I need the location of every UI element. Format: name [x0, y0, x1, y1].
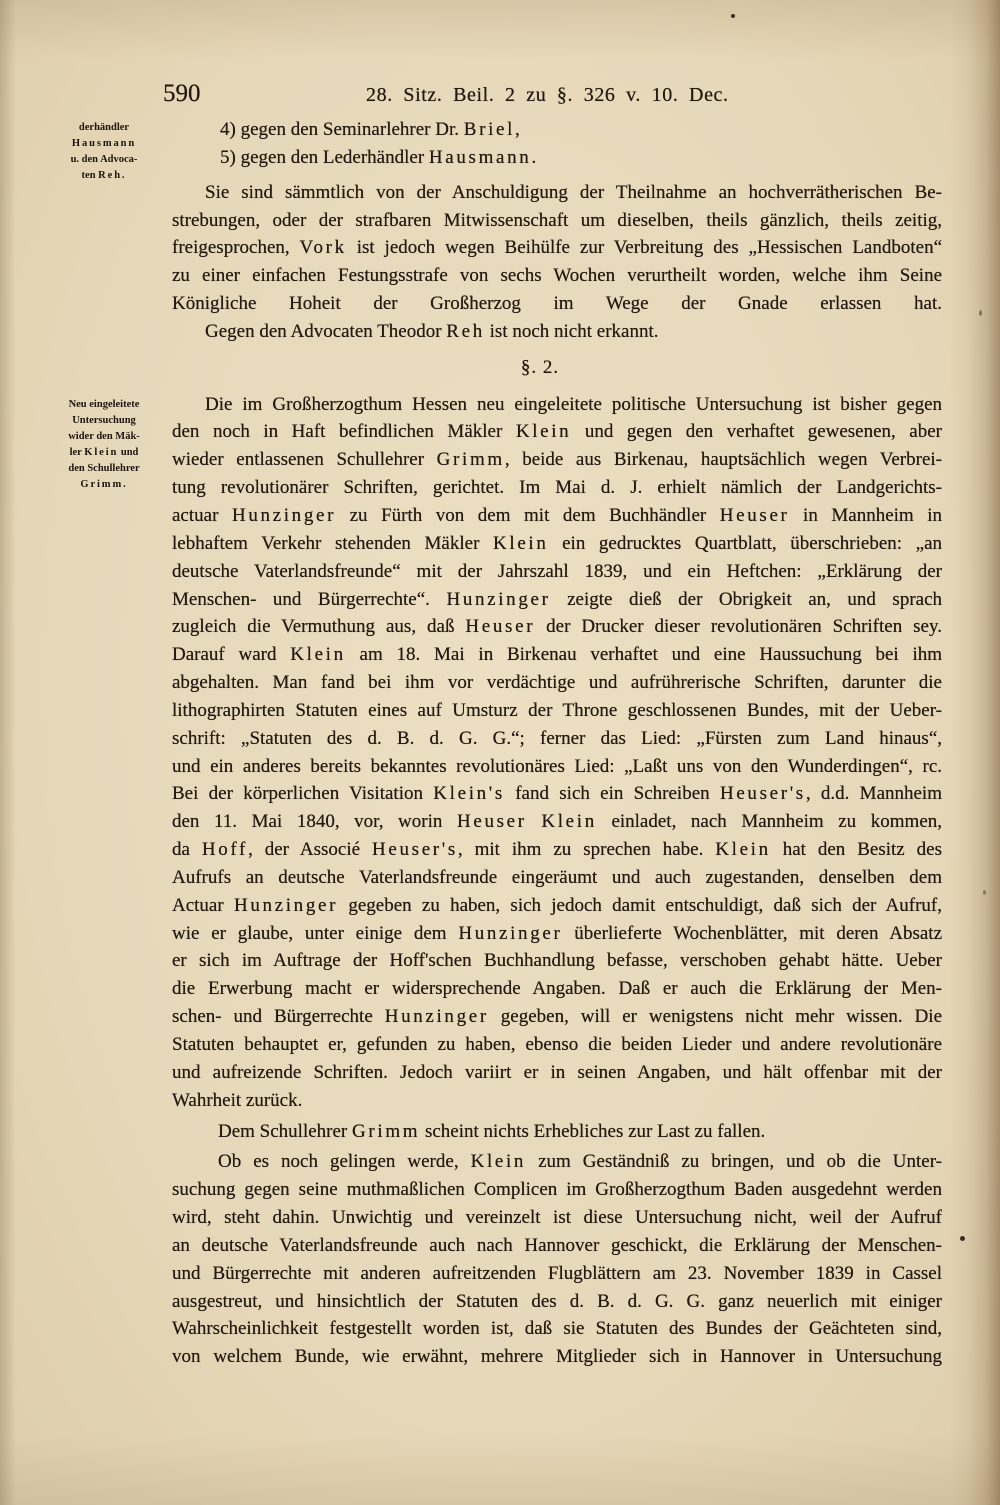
text-segment: überlieferte Wochenblätter, mit deren Absatz [562, 922, 943, 944]
text-line: Statuten behauptet er, gefunden zu haben, ebenso die beiden Lieder und andere revolutionäre [172, 1034, 942, 1055]
spaced-name: Hunzinger [384, 1006, 489, 1028]
spaced-name: Grimm. [80, 479, 128, 490]
spaced-name: Heuser [719, 504, 790, 526]
text-line: Wahrscheinlichkeit festgestellt worden ist, daß sie Statuten des Bundes der Geächteten sind, [172, 1318, 942, 1340]
margin-note-line [55, 136, 153, 152]
text-line [172, 116, 942, 144]
spaced-name: Hunzinger [233, 894, 339, 916]
text-segment: da [172, 839, 202, 861]
margin-note-line: den Schullehrer [68, 463, 140, 474]
text-line: Königliche Hoheit der Großherzog im Wege der Gnade erlassen hat. [172, 293, 942, 315]
text-segment: Dem Schullehrer [218, 1120, 353, 1142]
text-line: Die im Großherzogthum Hessen neu eingeleitete politische Untersuchung ist bisher gegen [205, 393, 942, 415]
text-line: abgehalten. Man fand bei ihm vor verdächtige und aufrührerische Schriften, darunter die [172, 672, 942, 694]
margin-note [55, 120, 153, 184]
text-line [172, 502, 942, 530]
spaced-name: Klein [290, 644, 346, 666]
text-line: die Erwerbung macht er widersprechende Angaben. Daß er auch die Erklärung der Men- [172, 978, 942, 1000]
text-segment: scheint nichts Erhebliches zur Last zu fallen. [420, 1120, 766, 1142]
text-line [172, 1003, 942, 1031]
text-line: er sich im Auftrage der Hoff'schen Buchhandlung befasse, verschoben gehabt hätte. Ueber [172, 950, 942, 972]
running-title: 28. Sitz. Beil. 2 zu §. 326 v. 10. Dec. [366, 84, 729, 106]
text-segment: zum Geständniß zu bringen, und ob die Unter- [526, 1151, 942, 1173]
text-line [172, 418, 942, 446]
spaced-name: Klein [515, 421, 572, 443]
text-segment: lebhaftem Verkehr stehenden Mäkler [172, 532, 493, 554]
text-segment: ist noch nicht erkannt. [484, 320, 659, 342]
text-segment: und gegen den verhaftet gewesenen, aber [571, 421, 942, 443]
spaced-name: Hunzinger [231, 504, 337, 526]
text-line [172, 1118, 942, 1146]
spaced-name: Briel [463, 119, 516, 140]
text-segment: gegeben, will er wenigstens nicht mehr wissen. Die [488, 1006, 942, 1028]
spaced-name: Klein [541, 811, 597, 833]
text-segment: 4) gegen den Seminarlehrer Dr. [220, 119, 464, 140]
spaced-name: Grimm [436, 449, 505, 471]
paragraph [172, 179, 942, 318]
text-line [172, 586, 942, 614]
text-segment: 5) gegen den Lederhändler [220, 146, 429, 168]
body-text [172, 116, 942, 1371]
text-line: Aufrufs an deutsche Vaterlandsfreunde eingeräumt und auch zugestanden, denselben dem [172, 866, 942, 888]
text-line: Wahrheit zurück. [172, 1089, 303, 1111]
ink-speck [731, 14, 735, 18]
text-segment: zeigte dieß der Obrigkeit an, und sprach [550, 588, 943, 610]
margin-note-line [55, 477, 153, 493]
text-line: wird, steht dahin. Unwichtig und vereinzelt ist diese Untersuchung nicht, weil der Aufruf [172, 1207, 942, 1229]
text-line: zu einer einfachen Festungsstrafe von sechs Wochen verurtheilt worden, welche ihm Seine [172, 265, 942, 287]
text-segment: am 18. Mai in Birkenau verhaftet und eine Haussuchung bei ihm [345, 644, 942, 666]
margin-note-line: u. den Advoca- [70, 154, 138, 165]
text-segment: Ob es noch gelingen werde, [218, 1151, 471, 1173]
text-line [172, 836, 942, 864]
spaced-name: Hunzinger [446, 588, 551, 610]
text-line [172, 920, 942, 948]
text-segment: Gegen den Advocaten Theodor [205, 320, 447, 342]
paragraph [172, 318, 942, 346]
text-line: suchung gegen seine muthmaßlichen Complicen im Großherzogthum Baden ausgedehnt werden [172, 1179, 942, 1201]
text-segment: hat den Besitz des [770, 839, 942, 861]
text-segment: , [515, 119, 520, 140]
margin-note [55, 397, 153, 493]
spaced-name: Hausmann [428, 146, 532, 168]
spaced-name: Klein's [433, 783, 505, 805]
text-line [172, 1148, 942, 1176]
text-segment: Bei der körperlichen Visitation [172, 783, 434, 805]
ink-speck [960, 1236, 965, 1241]
text-segment: schen- und Bürgerrechte [172, 1006, 385, 1028]
text-segment: actuar [172, 504, 232, 526]
text-segment: , beide aus Birkenau, hauptsächlich wegen Verbrei- [504, 449, 942, 471]
spaced-name: Hoff [201, 839, 249, 861]
text-segment: in Mannheim in [789, 504, 942, 526]
text-segment: ein gedrucktes Quartblatt, überschrieben: „an [548, 532, 943, 554]
text-segment: , der Associé [248, 839, 372, 861]
spaced-name: Klein [493, 532, 549, 554]
text-line [172, 234, 942, 262]
spaced-name: Hausmann [71, 138, 137, 149]
text-line: und aufreizende Schriften. Jedoch variirt er in seinen Angaben, und hält offenbar mit der [172, 1061, 942, 1083]
text-segment: und [118, 447, 139, 458]
text-segment: Darauf ward [172, 644, 291, 666]
paragraph [172, 354, 942, 382]
text-segment: fand sich ein Schreiben [504, 783, 720, 805]
text-segment: . [531, 146, 537, 168]
margin-note-line: Neu eingeleitete [68, 399, 140, 410]
text-line: und ein anderes bereits bekanntes revolutionäres Lied: „Laßt uns von den Wunderdingen“, rc. [172, 755, 942, 777]
text-segment: Actuar [172, 894, 234, 916]
text-line: schrift: „Statuten des d. B. d. G. G.“; ferner das Lied: „Fürsten zum Land hinaus“, [172, 727, 942, 749]
text-line [172, 641, 942, 669]
margin-note-line: Untersuchung [72, 415, 136, 426]
text-segment: ten [81, 170, 99, 181]
text-segment: Menschen- und Bürgerrechte“. [172, 588, 447, 610]
text-segment: einladet, nach Mannheim zu kommen, [596, 811, 943, 833]
text-segment: gegeben zu haben, sich jedoch damit entschuldigt, daß sich der Aufruf, [338, 894, 942, 916]
spaced-name: Reh. [98, 170, 127, 181]
text-segment: zugleich die Vermuthung aus, daß [172, 616, 466, 638]
text-segment: wieder entlassenen Schullehrer [172, 449, 437, 471]
text-line: Sie sind sämmtlich von der Anschuldigung der Theilnahme an hochverrätherischen Be- [205, 181, 942, 203]
text-line: von welchem Bunde, wie erwähnt, mehrere Mitglieder sich in Hannover in Untersuchung [172, 1346, 942, 1368]
text-segment: zu Fürth von dem mit dem Buchhändler [336, 504, 720, 526]
text-segment: , mit ihm zu sprechen habe. [457, 839, 716, 861]
margin-note-line [55, 168, 153, 184]
spaced-name: Heuser's [372, 839, 458, 861]
text-segment: ler [69, 447, 85, 458]
text-line [172, 530, 942, 558]
text-line: ausgestreut, und hinsichtlich der Statuten des d. B. d. G. G. ganz neuerlich mit einiger [172, 1290, 942, 1312]
page-number: 590 [163, 80, 201, 107]
text-line [172, 446, 942, 474]
spaced-name: Heuser [465, 616, 536, 638]
spaced-name: Reh [446, 320, 485, 342]
spaced-name: Hunzinger [458, 922, 563, 944]
text-line [172, 780, 942, 808]
text-segment: wie er glaube, unter einige dem [172, 922, 459, 944]
spaced-name: Vork [299, 237, 347, 259]
text-line [172, 318, 942, 346]
spaced-name: Klein [84, 447, 119, 458]
text-line [172, 892, 942, 920]
text-line: lithographirten Statuten eines auf Umsturz der Throne geschlossenen Bundes, mit der Ueber- [172, 699, 942, 721]
text-line [172, 144, 942, 172]
spaced-name: Heuser [456, 811, 527, 833]
spaced-name: Klein [715, 839, 771, 861]
paragraph [172, 144, 942, 172]
text-segment: den 11. Mai 1840, vor, worin [172, 811, 457, 833]
text-line: an deutsche Vaterlandsfreunde auch nach Hannover geschickt, die Erklärung der Menschen- [172, 1234, 942, 1256]
margin-note-line: derhändler [78, 122, 130, 133]
margin-note-line: wider den Mäk- [68, 431, 140, 442]
text-segment: , d.d. Mannheim [805, 783, 942, 805]
paragraph [172, 116, 942, 144]
spaced-name: Heuser's [719, 783, 806, 805]
ink-speck [979, 310, 982, 316]
text-line: tung revolutionärer Schriften, gerichtet. Im Mai d. J. erhielt nämlich der Landgerichts- [172, 477, 942, 499]
text-line [172, 808, 942, 836]
text-segment: den noch in Haft befindlichen Mäkler [172, 421, 516, 443]
paragraph [172, 391, 942, 1115]
spaced-name: Grimm [352, 1120, 421, 1142]
text-segment: der Drucker dieser revolutionären Schriften sey. [535, 616, 943, 638]
text-segment: freigesprochen, [172, 237, 300, 259]
text-segment: ist jedoch wegen Beihülfe zur Verbreitung des „Hessischen Landboten“ [346, 237, 942, 259]
margin-note-line [55, 445, 153, 461]
paragraph [172, 1148, 942, 1371]
ink-speck [983, 890, 986, 895]
paragraph [172, 1118, 942, 1146]
text-line: deutsche Vaterlandsfreunde“ mit der Jahrszahl 1839, und ein Heftchen: „Erklärung der [172, 560, 942, 582]
text-line [172, 613, 942, 641]
spaced-name: Klein [470, 1151, 527, 1173]
text-line: strebungen, oder der strafbaren Mitwissenschaft um dieselben, theils gänzlich, theils zeitig, [172, 209, 942, 231]
text-line: §. 2. [520, 356, 560, 378]
text-segment [527, 811, 542, 832]
text-line: und Bürgerrechte mit anderen aufreitzenden Flugblättern am 23. November 1839 in Cassel [172, 1262, 942, 1284]
